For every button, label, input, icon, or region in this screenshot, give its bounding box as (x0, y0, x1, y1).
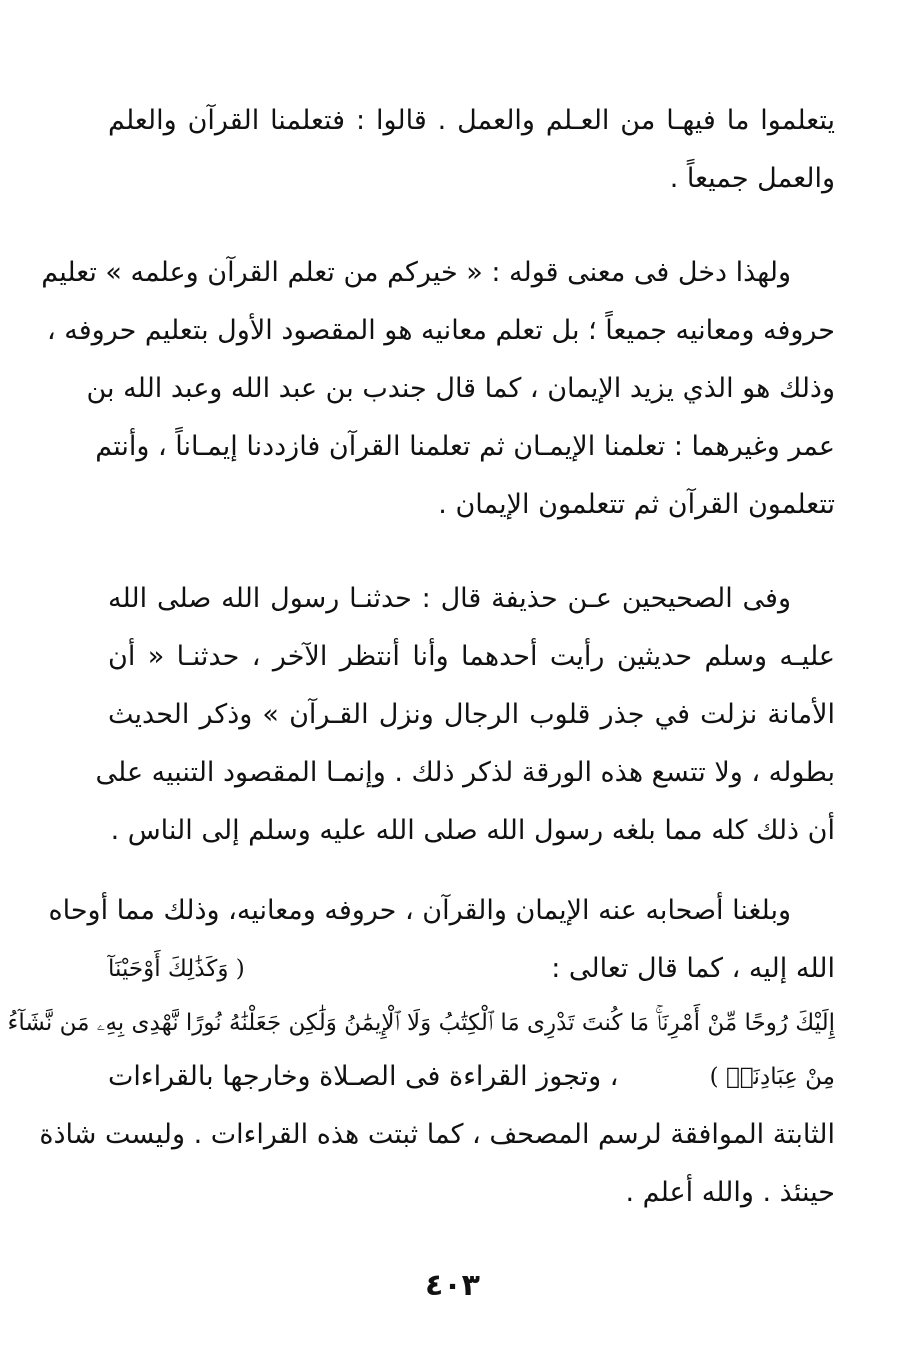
text-line: وفى الصحيحين عـن حذيفة قال : حدثنـا رسول الله صلى الله (108, 583, 791, 614)
text-segment: الله إليه ، كما قال تعالى : (551, 953, 835, 984)
text-segment: ، وتجوز القراءة فى الصـلاة وخارجها بالقراءات (108, 1061, 619, 1092)
text-line: ولهذا دخل فى معنى قوله : « خيركم من تعلم القرآن وعلمه » تعليم (41, 257, 791, 288)
text-line-with-verse (108, 940, 835, 998)
text-line: وبلغنا أصحابه عنه الإيمان والقرآن ، حروفه ومعانيه، وذلك مما أوحاه (48, 895, 791, 926)
quran-verse-segment: ( وَكَذَٰلِكَ أَوْحَيْنَآ (108, 956, 245, 982)
text-line: عمر وغيرهما : تعلمنا الإيمـان ثم تعلمنا القرآن فازددنا إيمـاناً ، وأنتم (95, 431, 835, 462)
page-number: ٤٠٣ (425, 1268, 480, 1303)
quran-verse-segment: مِنْ عِبَادِنَاۚ ) (709, 1064, 835, 1090)
text-line: أن ذلك كله مما بلغه رسول الله صلى الله عليه وسلم إلى الناس . (110, 815, 835, 846)
text-line: الأمانة نزلت في جذر قلوب الرجال ونزل القـرآن » وذكر الحديث (108, 699, 835, 730)
text-line: يتعلموا ما فيهـا من العـلم والعمل . قالوا : فتعلمنا القرآن والعلم (108, 105, 835, 136)
paragraph-2 (41, 244, 835, 534)
paragraph-1 (108, 92, 835, 208)
text-line: الثابتة الموافقة لرسم المصحف ، كما ثبتت هذه القراءات . وليست شاذة (39, 1119, 835, 1150)
text-line: والعمل جميعاً . (669, 163, 835, 194)
text-line: حروفه ومعانيه جميعاً ؛ بل تعلم معانيه هو المقصود الأول بتعليم حروفه ، (46, 315, 835, 346)
page-body (7, 92, 835, 1222)
text-line: تتعلمون القرآن ثم تتعلمون الإيمان . (438, 489, 835, 520)
text-line: حينئذ . والله أعلم . (625, 1177, 835, 1208)
quran-verse-line: إِلَيْكَ رُوحًا مِّنْ أَمْرِنَاۚ مَا كُنتَ تَدْرِى مَا ٱلْكِتَٰبُ وَلَا ٱلْإِيمَٰنُ وَلَٰكِن جَعَلْنَٰهُ نُورًا نَّهْدِى بِهِۦ مَن نَّشَآءُ (7, 1010, 835, 1036)
text-line: بطوله ، ولا تتسع هذه الورقة لذكر ذلك . وإنمـا المقصود التنبيه على (95, 757, 835, 788)
paragraph-4 (7, 882, 835, 1222)
text-line: وذلك هو الذي يزيد الإيمان ، كما قال جندب بن عبد الله وعبد الله بن (86, 373, 835, 404)
paragraph-3 (95, 570, 835, 860)
text-line-with-verse (108, 1048, 835, 1106)
text-line: عليـه وسلم حديثين رأيت أحدهما وأنا أنتظر الآخر ، حدثنـا « أن (108, 641, 835, 672)
